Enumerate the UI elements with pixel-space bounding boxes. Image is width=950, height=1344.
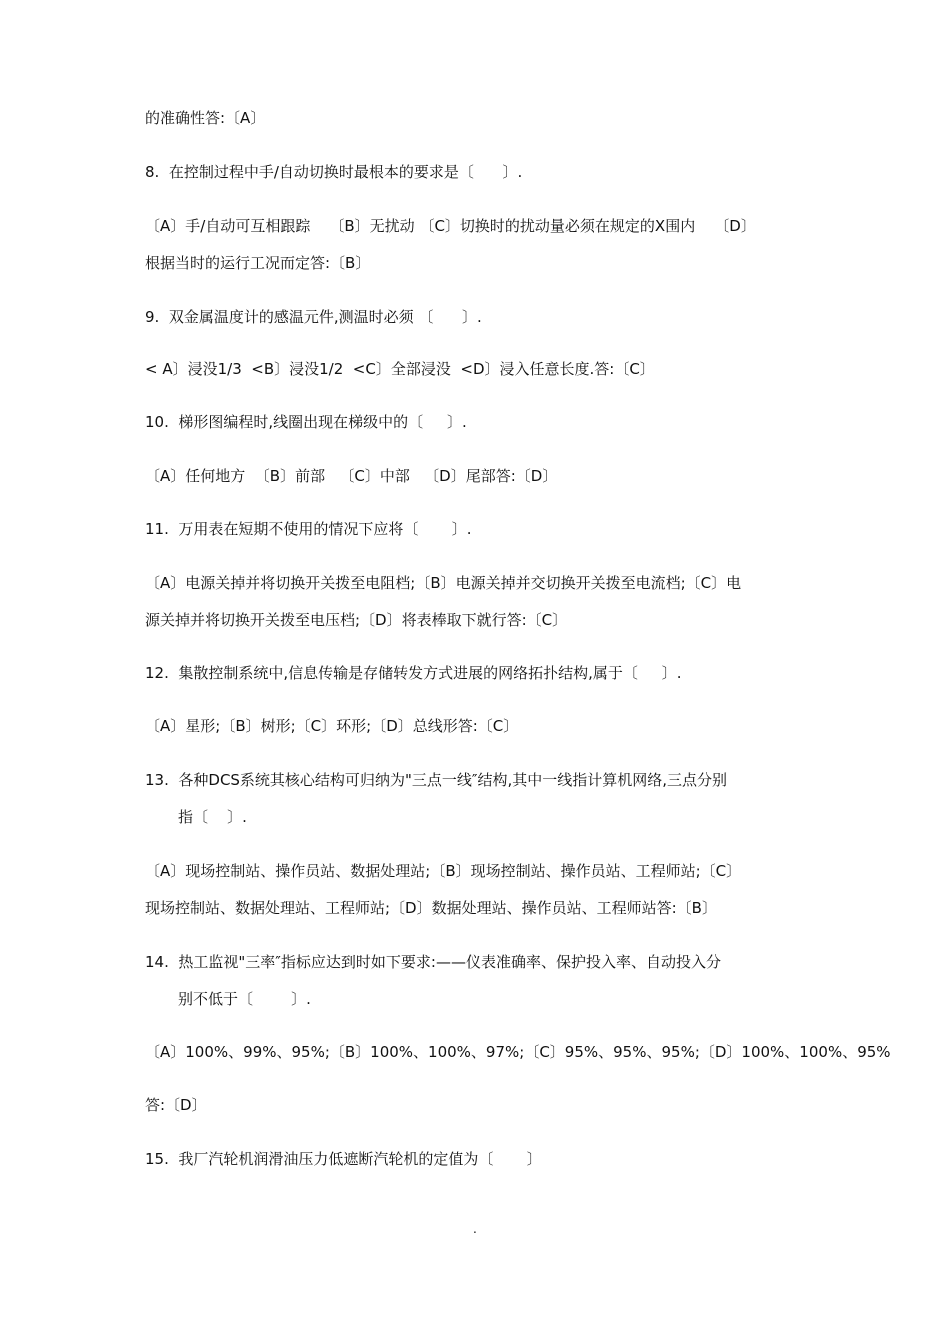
question-9: 9. 双金属温度计的感温元件,测温时必须 〔 〕. bbox=[145, 308, 482, 326]
options-13-line-1: 〔A〕现场控制站、操作员站、数据处理站;〔B〕现场控制站、操作员站、工程师站;〔C〕 bbox=[145, 862, 742, 880]
question-10: 10. 梯形图编程时,线圈出现在梯级中的〔 〕. bbox=[145, 413, 467, 431]
options-8-line-1: 〔A〕手/自动可互相跟踪 〔B〕无扰动 〔C〕切换时的扰动量必须在规定的X围内 〔D〕 bbox=[145, 217, 756, 235]
options-11-line-2: 源关掉并将切换开关拨至电压档;〔D〕将表棒取下就行答:〔C〕 bbox=[145, 611, 568, 629]
page-footer-mark: . bbox=[473, 1222, 477, 1236]
question-11: 11. 万用表在短期不使用的情况下应将〔 〕. bbox=[145, 520, 472, 538]
question-14-line-1: 14. 热工监视"三率″指标应达到时如下要求:——仪表准确率、保护投入率、自动投入分 bbox=[145, 953, 721, 971]
question-14-line-2: 别不低于〔 〕. bbox=[178, 990, 311, 1008]
options-12: 〔A〕星形;〔B〕树形;〔C〕环形;〔D〕总线形答:〔C〕 bbox=[145, 717, 519, 735]
options-10: 〔A〕任何地方 〔B〕前部 〔C〕中部 〔D〕尾部答:〔D〕 bbox=[145, 467, 558, 485]
answer-line-7: 的准确性答:〔A〕 bbox=[145, 109, 266, 127]
question-15: 15. 我厂汽轮机润滑油压力低遮断汽轮机的定值为〔 〕 bbox=[145, 1150, 542, 1168]
question-13-line-2: 指〔 〕. bbox=[178, 808, 247, 826]
question-8: 8. 在控制过程中手/自动切换时最根本的要求是〔 〕. bbox=[145, 163, 523, 181]
options-8-line-2: 根据当时的运行工况而定答:〔B〕 bbox=[145, 254, 371, 272]
question-13-line-1: 13. 各种DCS系统其核心结构可归纳为"三点一线″结构,其中一线指计算机网络,三点分别 bbox=[145, 771, 727, 789]
options-11-line-1: 〔A〕电源关掉并将切换开关拨至电阻档;〔B〕电源关掉并交切换开关拨至电流档;〔C〕电 bbox=[145, 574, 742, 592]
question-12: 12. 集散控制系统中,信息传输是存储转发方式进展的网络拓扑结构,属于〔 〕. bbox=[145, 664, 682, 682]
answer-14: 答:〔D〕 bbox=[145, 1096, 207, 1114]
options-9: < A〕浸没1/3 <B〕浸没1/2 <C〕全部浸没 <D〕浸入任意长度.答:〔C〕 bbox=[145, 360, 655, 378]
options-14: 〔A〕100%、99%、95%;〔B〕100%、100%、97%;〔C〕95%、95%、95%;〔D〕100%、100%、95% bbox=[145, 1043, 891, 1061]
options-13-line-2: 现场控制站、数据处理站、工程师站;〔D〕数据处理站、操作员站、工程师站答:〔B〕 bbox=[145, 899, 717, 917]
